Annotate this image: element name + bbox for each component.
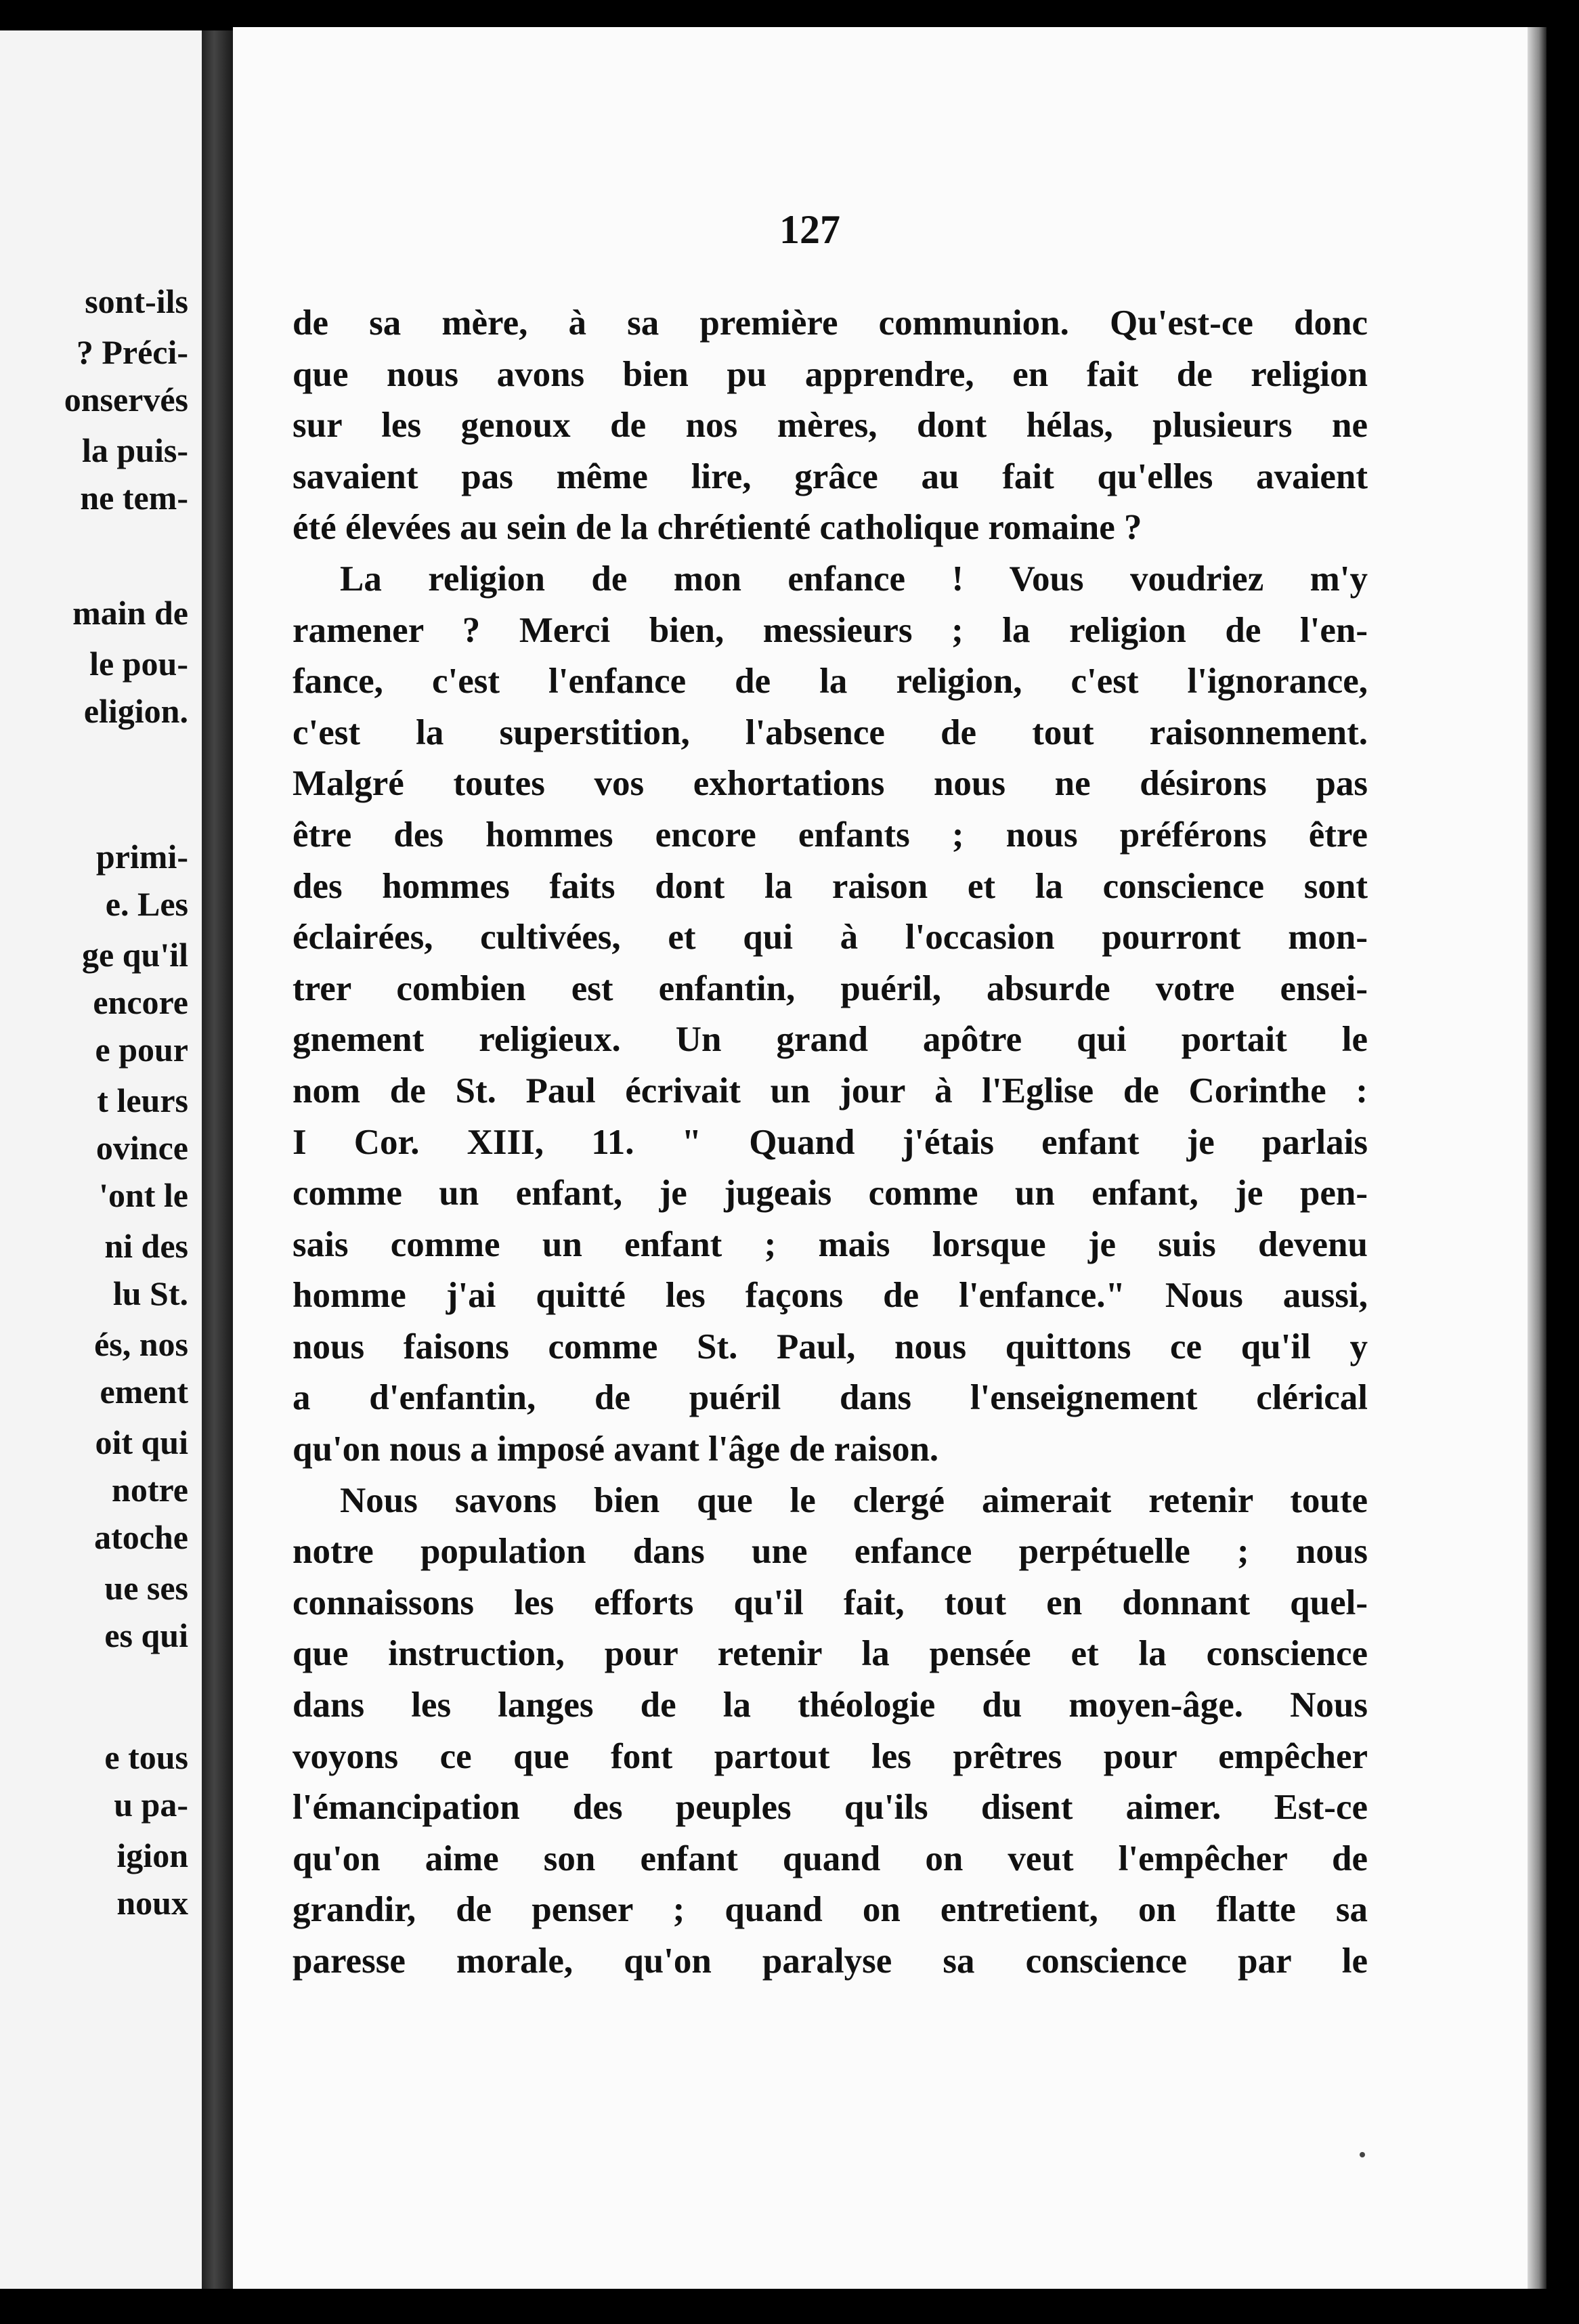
text-line: voyons ce que font partout les prêtres pour empêcher [293,1736,1368,1776]
left-page-line: 'ont le [99,1176,188,1214]
left-page-line: ni des [104,1227,188,1265]
left-page-line: e pour [95,1031,188,1069]
body-text [293,298,1368,1987]
left-page-line: encore [93,983,188,1021]
text-line: I Cor. XIII, 11. " Quand j'étais enfant je parlais [293,1122,1368,1162]
text-line: que instruction, pour retenir la pensée et la conscience [293,1634,1368,1674]
text-line: dans les langes de la théologie du moyen-âge. Nous [293,1685,1368,1725]
left-page-line: oit qui [95,1423,188,1461]
text-line: notre population dans une enfance perpétuelle ; nous [293,1532,1368,1572]
text-line: Nous savons bien que le clergé aimerait retenir toute [340,1480,1368,1520]
left-page-line: lu St. [112,1274,188,1312]
left-page-line: és, nos [94,1325,188,1363]
text-line: paresse morale, qu'on paralyse sa conscience par le [293,1941,1368,1981]
book-gutter [202,30,233,2289]
left-page-line: eligion. [83,692,188,730]
text-line: qu'on nous a imposé avant l'âge de raison. [293,1429,939,1469]
text-line: comme un enfant, je jugeais comme un enfant, je pen- [293,1174,1368,1213]
left-page-line: ement [100,1373,188,1411]
text-line: savaient pas même lire, grâce au fait qu'elles avaient [293,456,1368,496]
text-line: l'émancipation des peuples qu'ils disent aimer. Est-ce [293,1788,1368,1828]
left-page-line: main de [72,594,188,632]
text-line: été élevées au sein de la chrétienté catholique romaine ? [293,508,1142,548]
left-page-line: ue ses [104,1569,188,1607]
text-line: que nous avons bien pu apprendre, en fait de religion [293,354,1368,394]
text-line: de sa mère, à sa première communion. Qu'est-ce donc [293,303,1368,343]
left-page-line: u pa- [114,1786,188,1824]
left-page-line: primi- [95,838,188,876]
left-page-line: atoche [94,1518,188,1556]
left-page-line: e tous [104,1738,188,1776]
left-page-line: le pou- [89,645,188,683]
text-line: gnement religieux. Un grand apôtre qui portait le [293,1020,1368,1060]
left-page-line: onservés [64,381,188,418]
left-page-line: es qui [104,1616,188,1654]
text-line: ramener ? Merci bien, messieurs ; la religion de l'en- [293,610,1368,650]
left-page-line: t leurs [97,1081,188,1119]
left-page-line: notre [112,1471,188,1509]
text-line: trer combien est enfantin, puéril, absurde votre ensei- [293,968,1368,1008]
text-line: éclairées, cultivées, et qui à l'occasion pourront mon- [293,918,1368,957]
text-line: grandir, de penser ; quand on entretient, on flatte sa [293,1890,1368,1930]
text-line: nom de St. Paul écrivait un jour à l'Eglise de Corinthe : [293,1071,1368,1111]
text-line: sur les genoux de nos mères, dont hélas, plusieurs ne [293,406,1368,446]
text-line: des hommes faits dont la raison et la conscience sont [293,866,1368,906]
text-line: sais comme un enfant ; mais lorsque je suis devenu [293,1224,1368,1264]
left-page-line: la puis- [81,431,188,469]
left-page-line: ? Préci- [76,333,188,371]
text-line: être des hommes encore enfants ; nous préférons être [293,815,1368,855]
text-line: a d'enfantin, de puéril dans l'enseignement clérical [293,1378,1368,1418]
text-line: Malgré toutes vos exhortations nous ne désirons pas [293,764,1368,804]
left-page-line: ge qu'il [82,936,188,974]
left-page-line: sont-ils [85,282,188,320]
page-edge [1528,27,1546,2289]
text-line: nous faisons comme St. Paul, nous quittons ce qu'il y [293,1327,1368,1367]
left-page-line: ovince [95,1129,188,1167]
text-line: qu'on aime son enfant quand on veut l'empêcher de [293,1838,1368,1878]
text-line: connaissons les efforts qu'il fait, tout en donnant quel- [293,1583,1368,1622]
text-line: fance, c'est l'enfance de la religion, c'est l'ignorance, [293,662,1368,702]
left-page-line: ne tem- [80,479,188,517]
ink-speck [1360,2152,1365,2157]
text-line: c'est la superstition, l'absence de tout raisonnement. [293,712,1368,752]
left-page-line: noux [116,1884,188,1922]
text-line: homme j'ai quitté les façons de l'enfance." Nous aussi, [293,1276,1368,1316]
previous-page-fragment [0,30,202,2289]
left-page-line: e. Les [105,885,188,923]
page-number: 127 [779,207,840,252]
left-page-line: igion [116,1836,188,1874]
text-line: La religion de mon enfance ! Vous voudriez m'y [340,559,1368,599]
